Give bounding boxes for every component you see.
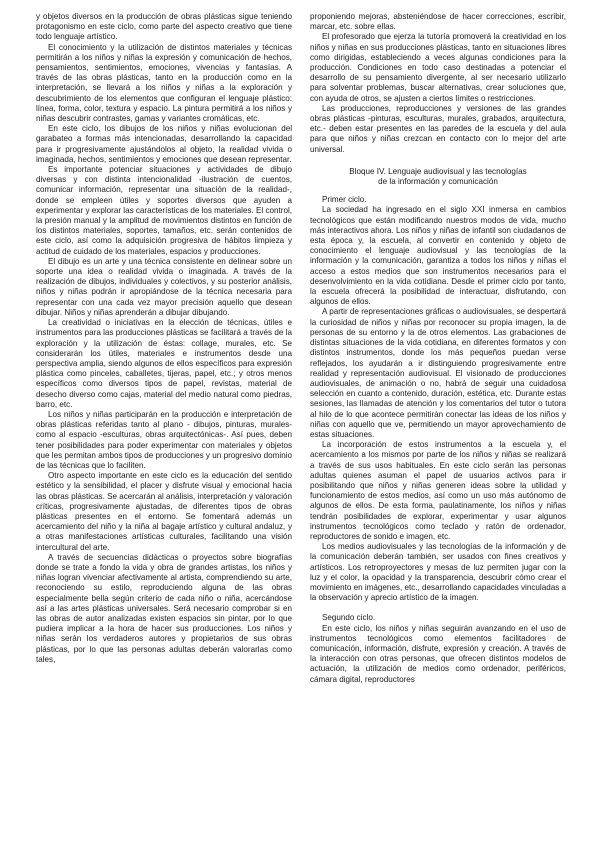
left-column xyxy=(36,12,292,665)
section-title-line-1: Bloque IV. Lenguaje audiovisual y las tecnologías xyxy=(349,166,527,176)
paragraph: La incorporación de estos instrumentos a la escuela y, el acercamiento a los mismos por parte de los niños y niñas se realizará a través de sus usos habituales. En este ciclo serán las personas adultas quienes asuman el papel de usuarios activos para ir posibilitando que niños y niñas generen ideas sobre la utilidad y funcionamiento de estos medios, así como un uso más autónomo de algunos de ellos. De esta forma, paulatinamente, los niños y niñas tendrán posibilidades de explorar, experimentar y usar algunos instrumentos tecnológicos como teclado y ratón de ordenador, reproductores de sonido e imagen, etc. xyxy=(310,440,566,541)
paragraph: Otro aspecto importante en este ciclo es la educación del sentido estético y la sensibilidad, el placer y disfrute visual y emocional hacia las obras plásticas. Se acercarán al análisis, interpretación y valoración críticas, progresivamente ajustadas, de diferentes tipos de obras plásticas presentes en el entorno. Se fomentará además un acercamiento del niño y la niña al bagaje artístico y cultural andaluz, y a otras manifestaciones artísticas culturales, facilitando una visión intercultural del arte. xyxy=(36,471,292,552)
paragraph: El conocimiento y la utilización de distintos materiales y técnicas permitirán a los niños y niñas la expresión y comunicación de hechos, pensamientos, sentimientos, emociones, vivencias y fantasías. A través de las obras plásticas, tanto en la producción como en la interpretación, se llevará a los niños y niñas a la exploración y descubrimiento de los elementos que configuran el lenguaje plástico: línea, forma, color, textura y espacio. La pintura permitirá a los niños y niñas descubrir contrastes, gamas y variantes cromáticas, etc. xyxy=(36,42,292,124)
subheading-second-cycle: Segundo ciclo. xyxy=(322,613,376,623)
paragraph: A través de secuencias didácticas o proyectos sobre biografías donde se trate a fondo la vida y obra de grandes artistas, los niños y niñas logran vivenciar afectivamente al artista, comprendiendo su arte, reconociendo su estilo, reproduciendo alguna de las obras especialmente bella según criterio de cada niño o niña, acercándose así a las artes plásticas universales. Será necesario comprobar si en las obras de autor analizadas existen espacios sin pintar, por lo que pudiera implicar a la hora de hacer sus producciones. Los niños y niñas serán los verdaderos autores y propietarios de sus obras plásticas, por lo que las personas adultas deberán valorarlas como tales, xyxy=(36,552,292,664)
paragraph: Los niños y niñas participarán en la producción e interpretación de obras plásticas referidas tanto al plano - dibujos, pinturas, murales- como al espacio -esculturas, obras arquitectónicas-. Así pues, deben tener posibilidades para poder experimentar con materiales y objetos que les permitan ambos tipos de producciones y un progresivo dominio de las técnicas que lo faciliten. xyxy=(36,409,292,470)
paragraph: El dibujo es un arte y una técnica consistente en delinear sobre un soporte una idea o realidad vivida o imaginada. A través de la realización de dibujos, individuales y colectivos, y su posterior análisis, niños y niñas podrán ir apropiándose de la técnica necesaria para representar con una cada vez mayor precisión aquello que desean dibujar. Niños y niñas aprenderán a dibujar dibujando. xyxy=(36,256,292,317)
paragraph: En este ciclo, los niños y niñas seguirán avanzando en el uso de instrumentos tecnológicos como elementos facilitadores de comunicación, información, disfrute, expresión y creación. A través de la interacción con otras personas, que ofrecen distintos modelos de actuación, la utilización de medios como ordenador, periféricos, cámara digital, reproductores xyxy=(310,623,566,684)
section-title-line-2: de la información y comunicación xyxy=(378,177,498,187)
paragraph: La creatividad o iniciativas en la elección de técnicas, útiles e instrumentos para las producciones plásticas se facilitará a través de la exploración y la utilización de éstas: collage, murales, etc. Se considerarán los útiles, materiales e instrumentos desde una perspectiva amplia, siendo algunos de ellos específicos para expresión plástica como pinceles, caballetes, tijeras, papel, etc.; y otros menos específicos como diversos tipos de papel, revistas, material de desecho diverso como cajas, material del medio natural como piedras, barro, etc. xyxy=(36,318,292,409)
right-column xyxy=(310,12,566,685)
paragraph: Es importante potenciar situaciones y actividades de dibujo diversas y con distinta intencionalidad -ilustración de cuentos, comunicar información, representar una situación de la realidad-, donde se empleen útiles y soportes diversos que ayuden a experimentar y explorar las características de los materiales. El control, la presión manual y la amplitud de movimientos distintos en función de los distintos materiales, soportes, tamaños, etc. serán contenidos de este ciclo, así como la adquisición progresiva de hábitos limpieza y actitud de cuidado de los materiales, espacios y producciones. xyxy=(36,165,292,256)
paragraph: La sociedad ha ingresado en el siglo XXI inmersa en cambios tecnológicos que están modificando nuestros modos de vida, mucho más interactivos ahora. Los niños y niñas de infantil son ciudadanos de esta época y, la escuela, al convertir en contenido y objeto de conocimiento el lenguaje audiovisual y las tecnologías de la información y la comunicación, garantiza a todos los niños y niñas el acceso a estos medios que son instrumentos necesarios para el desenvolvimiento en la vida cotidiana. Desde el primer ciclo por tanto, la escuela ofrecerá la posibilidad de interactuar, disfrutando, con algunos de ellos. xyxy=(310,205,566,307)
subheading-first-cycle: Primer ciclo. xyxy=(322,195,367,205)
section-heading xyxy=(310,167,566,187)
paragraph: En este ciclo, los dibujos de los niños y niñas evolucionan del garabateo a formas más intencionadas, desarrollando la capacidad para ir progresivamente ajustándolos al objeto, la realidad vivida o imaginada, hechos, sentimientos y emociones que desean representar. xyxy=(36,124,292,164)
paragraph: El profesorado que ejerza la tutoría promoverá la creatividad en los niños y niñas en sus producciones plásticas, tanto en situaciones libres como dirigidas, estableciendo a veces algunas condiciones para la producción. Condiciones en todo caso destinadas a potenciar el desarrollo de su pensamiento divergente, al ser necesario utilizarlo para solventar problemas, buscar alternativas, crear soluciones que, con ayuda de otros, se ajusten a ciertos límites o restricciones. xyxy=(310,32,566,103)
paragraph: Los medios audiovisuales y las tecnologías de la información y de la comunicación deberán también, ser usados con fines creativos y artísticos. Los retroproyectores y mesas de luz permiten jugar con la luz y el color, la opacidad y la transparencia, descubrir cómo crear el movimiento en imágenes, etc., desarrollando capacidades vinculadas a la observación y aprecio artístico de la imagen. xyxy=(310,542,567,603)
paragraph: proponiendo mejoras, absteniéndose de hacer correcciones, escribir, marcar, etc. sobre ellas. xyxy=(310,12,566,32)
paragraph: A partir de representaciones gráficas o audiovisuales, se despertará la curiosidad de niños y niñas por reconocer su propia imagen, la de personas de su entorno y la de otros elementos. Las grabaciones de distintas situaciones de la vida cotidiana, en diferentes formatos y con distintos instrumentos, donde los más pequeños puedan verse reflejados, los ayudarán a ir distinguiendo progresivamente entre realidad y representación audiovisual. El visionado de producciones audiovisuales, de animación o no, habrá de seguir una cuidadosa selección en cuanto a contenido, duración, estética, etc. Durante estas sesiones, las llamadas de atención y los comentarios del tutor o tutora al hilo de lo que acontece permitirán conectar las ideas de los niños y niñas con aquello que ve, permitiendo un mayor aprovechamiento de estas situaciones. xyxy=(310,307,566,439)
paragraph: Las producciones, reproducciones y versiones de las grandes obras plásticas -pinturas, esculturas, murales, grabados, arquitectura, etc.- deben estar presentes en las paredes de la escuela y del aula para que niños y niñas crezcan en contacto con lo mejor del arte universal. xyxy=(310,103,566,154)
paragraph: y objetos diversos en la producción de obras plásticas sigue teniendo protagonismo en este ciclo, como parte del aspecto creativo que tiene todo lenguaje artístico. xyxy=(36,12,292,42)
